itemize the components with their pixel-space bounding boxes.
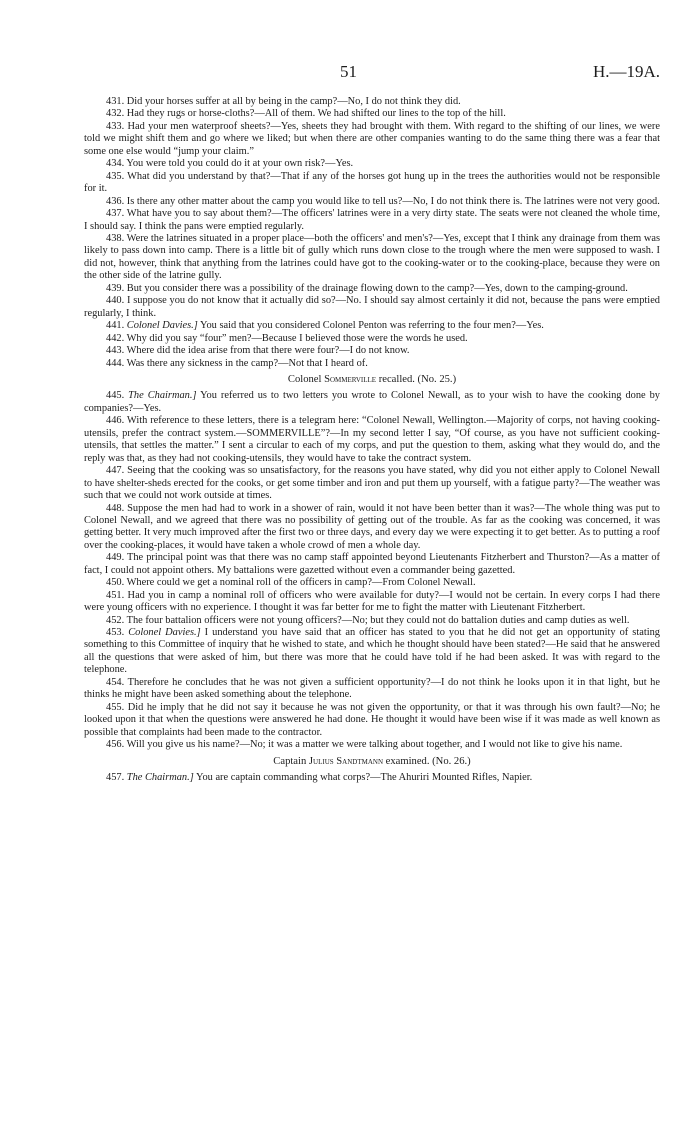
testimony-paragraph: 435. What did you understand by that?—That if any of the horses got hung up in the trees the authorities would not be responsible for it.: [84, 170, 660, 195]
testimony-paragraph: 449. The principal point was that there was no camp staff appointed beyond Lieutenants Fitzherbert and Thurston?—As a matter of fact, I could not appoint others. My battalions were gazetted without even a commander being gazetted.: [84, 552, 660, 576]
question-number: 457.: [106, 772, 125, 784]
testimony-paragraph: 451. Had you in camp a nominal roll of officers who were available for duty?—I would not be certain. In every corps I had there were young officers with no experience. I thought it was far better for me to fight the matter with Lieutenant Fitzherbert.: [84, 589, 660, 614]
speaker-label: Colonel Davies.]: [126, 320, 198, 332]
testimony-paragraph: 440. I suppose you do not know that it actually did so?—No. I should say almost certainly it did not, because the pans were emptied regularly, I think.: [84, 295, 660, 319]
testimony-paragraph: 438. Were the latrines situated in a proper place—both the officers' and men's?—Yes, except that I think any drainage from them was likely to pass down into camp. There is a little bit of gully which runs down close to the trough where the men were supposed to wash. I did not, however, think that anything from the latrines could have got to the cooking-water or to the cooking-place, because they were on the other side of the latrine gully.: [84, 232, 660, 282]
heading-post: recalled. (No. 25.): [376, 373, 457, 385]
testimony-paragraph: [84, 627, 660, 677]
witness-heading: [84, 756, 660, 768]
document-reference: H.—19A.: [592, 62, 660, 81]
testimony-paragraph: 433. Had your men waterproof sheets?—Yes, sheets they had brought with them. With regard to the shifting of our lines, we were told we might shift them and go where we liked; but when there are other companies wanting to do the same thing there was a fear that some one else would “jump your claim.”: [84, 120, 660, 157]
question-number: 445.: [106, 390, 125, 402]
witness-name: Sommerville: [324, 373, 377, 385]
heading-pre: Captain: [273, 755, 309, 767]
testimony-paragraph: 439. But you consider there was a possibility of the drainage flowing down to the camp?—Yes, down to the camping-ground.: [106, 282, 628, 294]
testimony-paragraph: 452. The four battalion officers were not young officers?—No; but they could not do battalion duties and camp duties as well.: [106, 614, 630, 626]
testimony-paragraph: 437. What have you to say about them?—The officers' latrines were in a very dirty state. The seats were not cleaned the whole time, I should say. I think the pans were emptied regularly.: [84, 208, 660, 232]
testimony-paragraph: 434. You were told you could do it at your own risk?—Yes.: [106, 158, 354, 170]
witness-name: Julius Sandtmann: [308, 755, 384, 767]
testimony-paragraph: 448. Suppose the men had had to work in a shower of rain, would it not have been better than it was?—The whole thing was put to Colonel Newall, and we agreed that there was no possibility of getting out of the trouble. As far as the cooking was concerned, it was getting better. It very much improved after the first two or three days, and every day we were expecting it to get better. As to putting a roof over the cooking-places, it would have taken a whole crowd of men a whole day.: [84, 502, 660, 551]
speaker-label: The Chairman.]: [126, 772, 194, 784]
question-number: 453.: [106, 627, 125, 639]
testimony-paragraph: [84, 320, 660, 332]
testimony-paragraph: 431. Did your horses suffer at all by being in the camp?—No, I do not think they did.: [106, 96, 461, 107]
heading-post: examined. (No. 26.): [383, 755, 471, 767]
page-header: [0, 62, 700, 82]
question-number: 441.: [106, 320, 125, 332]
speaker-label: The Chairman.]: [128, 390, 197, 402]
testimony-paragraph: 447. Seeing that the cooking was so unsatisfactory, for the reasons you have stated, why did you not either apply to Colonel Newall to have shelter-sheds erected for the cooks, or get some timber and iron and put them up yourself, with a fatigue party?—The weather was such that we could not work outside at times.: [84, 465, 660, 502]
page-number: 51: [340, 62, 357, 81]
testimony-paragraph: 456. Will you give us his name?—No; it was a matter we were talking about together, and I would not like to give his name.: [106, 739, 623, 751]
testimony-paragraph: 454. Therefore he concludes that he was not given a sufficient opportunity?—I do not think he looks upon it in that light, but he thinks he might have been asked something about the telephone.: [84, 676, 660, 701]
paragraph-text: You referred us to two letters you wrote to Colonel Newall, as to your wish to have the cooking done by companies?—Yes.: [84, 390, 660, 414]
document-body: [84, 96, 660, 784]
paragraph-text: You said that you considered Colonel Penton was referring to the four men?—Yes.: [197, 320, 544, 332]
testimony-paragraph: 444. Was there any sickness in the camp?—Not that I heard of.: [106, 357, 368, 369]
witness-heading: [84, 374, 660, 386]
testimony-paragraph: [84, 772, 660, 784]
heading-pre: Colonel: [287, 373, 325, 385]
testimony-paragraph: [84, 390, 660, 415]
paragraph-text: I understand you have said that an officer has stated to you that he did not get an opportunity of stating something to this Committee of inquiry that he wished to state, and which he thought should have been stated?—He said that he answered all the questions that were asked of him, but there was more that he could have told if he had been asked. It was with regard to the telephone.: [84, 627, 660, 676]
testimony-paragraph: 432. Had they rugs or horse-cloths?—All of them. We had shifted our lines to the top of the hill.: [106, 108, 506, 120]
testimony-paragraph: 443. Where did the idea arise from that there were four?—I do not know.: [106, 345, 410, 357]
testimony-paragraph: 450. Where could we get a nominal roll of the officers in camp?—From Colonel Newall.: [106, 577, 476, 589]
testimony-paragraph: 442. Why did you say “four” men?—Because I believed those were the words he used.: [106, 332, 468, 344]
testimony-paragraph: 436. Is there any other matter about the camp you would like to tell us?—No, I do not think there is. The latrines were not very good.: [106, 195, 660, 207]
speaker-label: Colonel Davies.]: [128, 627, 201, 639]
testimony-paragraph: 455. Did he imply that he did not say it because he was not given the opportunity, or that it was through his own fault?—No; he looked upon it that when the questions were answered he had done. He thought it would have been wise if it was made as well known as possible that complaints had been made to the contractor.: [84, 701, 660, 738]
testimony-paragraph: 446. With reference to these letters, there is a telegram here: “Colonel Newall, Wellington.—Majority of corps, not having cooking-utensils, prefer the contract system.—SOMMERVILLE”?—In my second letter I say, “Of course, as you have not sufficient cooking-utensils, that settles the matter.” I sent a circular to each of my corps, and put the question to them, asking what they would do, and the reply was that, as they had not cooking-utensils, they would have to take the contract system.: [84, 415, 660, 464]
paragraph-text: You are captain commanding what corps?—The Ahuriri Mounted Rifles, Napier.: [193, 772, 533, 784]
